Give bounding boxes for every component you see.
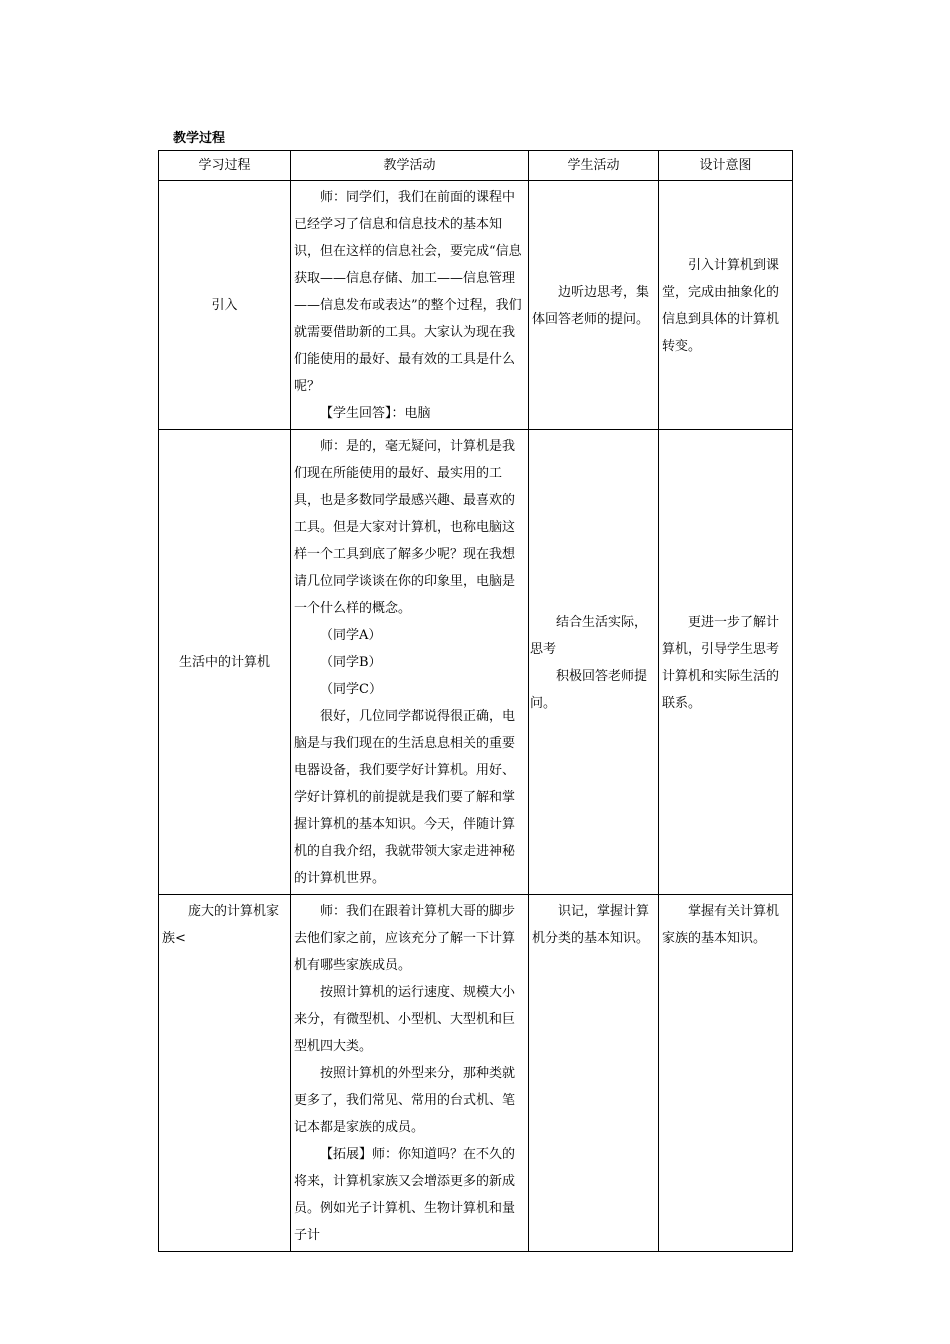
student-paragraph: 识记，掌握计算机分类的基本知识。 [532, 904, 650, 946]
teaching-paragraph: 很好，几位同学都说得很正确，电脑是与我们现在的生活息息相关的重要电器设备，我们要学好计算机。用好、学好计算机的前提就是我们要了解和掌握计算机的基本知识。今天，伴随计算机的自我介绍，我就带领大家走进神秘的计算机世界。 [294, 709, 516, 886]
intent-paragraph: 掌握有关计算机家族的基本知识。 [662, 904, 780, 946]
teaching-paragraph: （同学C） [320, 682, 382, 697]
header-learning-process: 学习过程 [159, 151, 291, 181]
teaching-paragraph: 【学生回答】：电脑 [320, 406, 431, 421]
teaching-paragraph: （同学A） [320, 628, 382, 643]
intent-paragraph: 更进一步了解计算机，引导学生思考计算机和实际生活的联系。 [662, 614, 780, 711]
teaching-paragraph: 师：同学们，我们在前面的课程中已经学习了信息和信息技术的基本知识，但在这样的信息社会，要完成“信息获取——信息存储、加工——信息管理——信息发布或表达”的整个过程，我们就需要借助新的工具。大家认为现在我们能使用的最好、最有效的工具是什么呢？ [294, 190, 522, 394]
table-row [159, 430, 793, 895]
student-cell [529, 895, 659, 1252]
stage-label: 生活中的计算机 [178, 654, 270, 670]
stage-cell [159, 430, 291, 895]
section-title: 教学过程 [173, 131, 226, 146]
stage-cell [159, 895, 291, 1252]
teaching-cell [291, 430, 529, 895]
table-row [159, 181, 793, 430]
intent-cell [659, 181, 793, 430]
header-student-activity: 学生活动 [529, 151, 659, 181]
teaching-paragraph: 按照计算机的运行速度、规模大小来分，有微型机、小型机、大型机和巨型机四大类。 [294, 985, 516, 1054]
teaching-cell [291, 895, 529, 1252]
stage-label: 庞大的计算机家族< [162, 904, 280, 946]
student-paragraph: 积极回答老师提问。 [530, 668, 648, 711]
stage-label: 引入 [211, 297, 238, 313]
teaching-paragraph: 师：我们在跟着计算机大哥的脚步去他们家之前，应该充分了解一下计算机有哪些家族成员。 [294, 904, 516, 973]
student-paragraph: 边听边思考，集体回答老师的提问。 [532, 284, 650, 327]
student-paragraph: 结合生活实际，思考 [530, 614, 648, 657]
intent-cell [659, 430, 793, 895]
intent-paragraph: 引入计算机到课堂，完成由抽象化的信息到具体的计算机转变。 [662, 257, 780, 354]
student-cell [529, 181, 659, 430]
lesson-process-table [158, 150, 793, 1252]
teaching-cell [291, 181, 529, 430]
teaching-paragraph: 师：是的，毫无疑问，计算机是我们现在所能使用的最好、最实用的工具，也是多数同学最感兴趣、最喜欢的工具。但是大家对计算机，也称电脑这样一个工具到底了解多少呢？现在我想请几位同学谈谈在你的印象里，电脑是一个什么样的概念。 [294, 439, 516, 616]
header-teaching-activity: 教学活动 [291, 151, 529, 181]
table-header-row [159, 151, 793, 181]
teaching-paragraph: 【拓展】师：你知道吗？在不久的将来，计算机家族又会增添更多的新成员。例如光子计算机、生物计算机和量子计 [294, 1147, 516, 1243]
header-design-intent: 设计意图 [659, 151, 793, 181]
intent-cell [659, 895, 793, 1252]
teaching-paragraph: 按照计算机的外型来分，那种类就更多了，我们常见、常用的台式机、笔记本都是家族的成员。 [294, 1066, 516, 1135]
student-cell [529, 430, 659, 895]
stage-cell [159, 181, 291, 430]
teaching-paragraph: （同学B） [320, 655, 382, 670]
table-row [159, 895, 793, 1252]
